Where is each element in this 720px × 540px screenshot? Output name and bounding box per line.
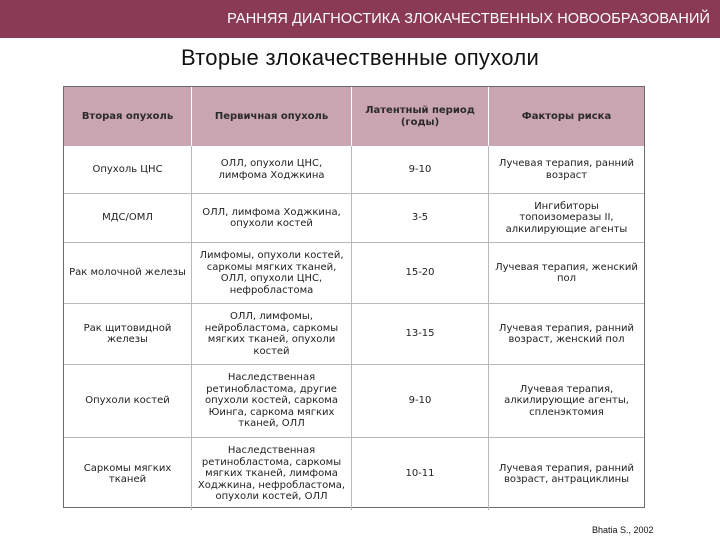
cell-risk-factors: Лучевая терапия, ранний возраст, женский пол bbox=[489, 304, 644, 365]
cell-latent-period: 10-11 bbox=[352, 438, 489, 510]
cell-risk-factors: Лучевая терапия, алкилирующие агенты, спленэктомия bbox=[489, 365, 644, 438]
table-row bbox=[64, 304, 644, 365]
cell-primary-tumor: Наследственная ретинобластома, другие опухоли костей, саркома Юинга, саркома мягких тканей, ОЛЛ bbox=[192, 365, 352, 438]
slide-title: Вторые злокачественные опухоли bbox=[180, 45, 540, 70]
cell-latent-period: 9-10 bbox=[352, 365, 489, 438]
cell-second-tumor: МДС/ОМЛ bbox=[64, 194, 192, 243]
table-row bbox=[64, 365, 644, 438]
column-header-risk-factors: Факторы риска bbox=[489, 87, 644, 146]
cell-latent-period: 13-15 bbox=[352, 304, 489, 365]
header-banner bbox=[0, 0, 720, 38]
cell-latent-period: 15-20 bbox=[352, 243, 489, 304]
table-row bbox=[64, 146, 644, 194]
column-header-primary-tumor: Первичная опухоль bbox=[192, 87, 352, 146]
column-header-second-tumor: Вторая опухоль bbox=[64, 87, 192, 146]
data-table-frame bbox=[63, 86, 645, 508]
banner-title: РАННЯЯ ДИАГНОСТИКА ЗЛОКАЧЕСТВЕННЫХ НОВООБРАЗОВАНИЙ bbox=[227, 11, 710, 27]
second-malignancies-table bbox=[64, 87, 644, 510]
cell-risk-factors: Лучевая терапия, ранний возраст, антрациклины bbox=[498, 462, 635, 485]
table-row bbox=[64, 438, 644, 510]
table-header-row bbox=[64, 87, 644, 146]
cell-primary-tumor: ОЛЛ, опухоли ЦНС, лимфома Ходжкина bbox=[192, 146, 352, 194]
cell-second-tumor: Опухоли костей bbox=[64, 365, 192, 438]
cell-primary-tumor: Наследственная ретинобластома, саркомы мягких тканей, лимфома Ходжкина, нефробластома, опухоли костей, ОЛЛ bbox=[192, 438, 352, 510]
cell-second-tumor: Опухоль ЦНС bbox=[64, 146, 192, 194]
cell-risk-factors: Лучевая терапия, женский пол bbox=[489, 243, 644, 304]
cell-primary-tumor: Лимфомы, опухоли костей, саркомы мягких тканей, ОЛЛ, опухоли ЦНС, нефробластома bbox=[192, 243, 352, 304]
cell-second-tumor: Саркомы мягких тканей bbox=[64, 438, 192, 510]
column-header-latent-period: Латентный период (годы) bbox=[352, 87, 489, 146]
cell-risk-factors: Ингибиторы топоизомеразы II, алкилирующие агенты bbox=[489, 194, 644, 243]
cell-risk-factors: Лучевая терапия, ранний возраст bbox=[489, 146, 644, 194]
cell-primary-tumor: ОЛЛ, лимфомы, нейробластома, саркомы мягких тканей, опухоли костей bbox=[192, 304, 352, 365]
cell-latent-period: 9-10 bbox=[352, 146, 489, 194]
cell-second-tumor: Рак молочной железы bbox=[64, 243, 192, 304]
table-row bbox=[64, 194, 644, 243]
table-row bbox=[64, 243, 644, 304]
cell-primary-tumor: ОЛЛ, лимфома Ходжкина, опухоли костей bbox=[192, 194, 352, 243]
cell-latent-period: 3-5 bbox=[352, 194, 489, 243]
cell-second-tumor: Рак щитовидной железы bbox=[64, 304, 192, 365]
source-reference: Bhatia S., 2002 bbox=[592, 525, 654, 535]
